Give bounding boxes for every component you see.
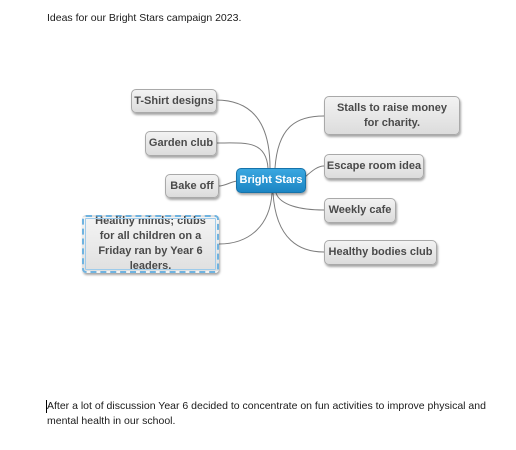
connector-garden — [217, 143, 268, 168]
center-label: Bright Stars — [239, 174, 303, 186]
node-label: Stalls to raise money for charity. — [336, 101, 448, 129]
connector-healthy-bodies — [273, 193, 324, 252]
node-label: Healthy minds; clubs for all children on a Friday ran by Year 6 leaders. — [95, 215, 206, 272]
connector-tshirt — [216, 100, 270, 168]
node-label: T-Shirt designs — [134, 94, 214, 107]
connector-escape — [305, 166, 324, 177]
node-label: Garden club — [148, 137, 214, 149]
node-healthy-bodies[interactable] — [324, 240, 437, 265]
node-label: Bake off — [170, 179, 214, 192]
node-tshirt-designs[interactable] — [131, 89, 217, 113]
node-label: Escape room idea — [326, 160, 422, 172]
node-garden-club[interactable] — [145, 131, 217, 156]
node-bake-off[interactable] — [165, 174, 219, 198]
node-label: Weekly cafe — [328, 204, 392, 216]
node-stalls[interactable] — [324, 96, 460, 135]
node-healthy-minds[interactable] — [82, 215, 219, 273]
connector-cafe — [276, 193, 324, 210]
node-escape-room[interactable] — [324, 154, 424, 179]
connector-bakeoff — [219, 181, 237, 186]
connector-healthy-minds — [219, 193, 272, 244]
node-weekly-cafe[interactable] — [324, 198, 396, 223]
node-label: Healthy bodies club — [328, 246, 433, 258]
conclusion-text[interactable]: After a lot of discussion Year 6 decided to concentrate on fun activities to improve physical and mental health in our school. — [47, 400, 486, 427]
intro-text: Ideas for our Bright Stars campaign 2023. — [47, 12, 242, 24]
node-bright-stars[interactable] — [236, 168, 306, 193]
connector-stalls — [275, 116, 324, 168]
